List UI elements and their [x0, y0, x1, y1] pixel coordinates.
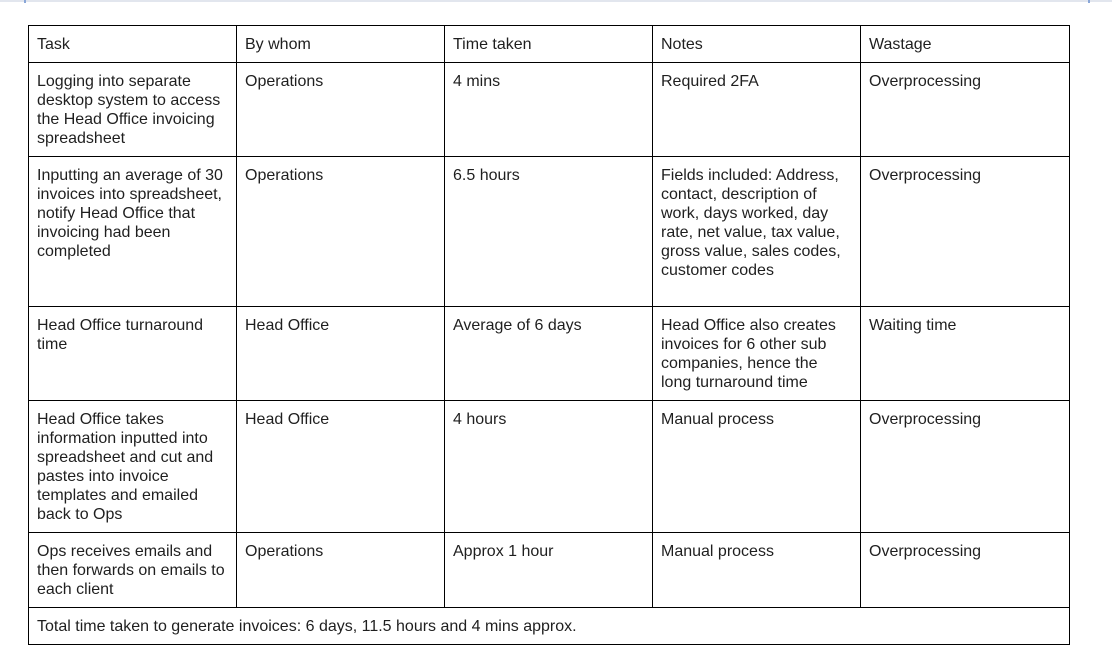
cell-wastage: Overprocessing	[861, 401, 1070, 533]
header-time-taken: Time taken	[445, 26, 653, 63]
wastage-table	[28, 25, 1070, 645]
table-row	[29, 157, 1070, 307]
header-by-whom: By whom	[237, 26, 445, 63]
cell-notes: Manual process	[653, 533, 861, 608]
cell-notes: Head Office also creates invoices for 6 other sub companies, hence the long turnaround time	[653, 307, 861, 401]
cell-task: Logging into separate desktop system to access the Head Office invoicing spreadsheet	[29, 63, 237, 157]
table-header-row	[29, 26, 1070, 63]
cell-task: Head Office turnaround time	[29, 307, 237, 401]
cell-time-taken: 4 hours	[445, 401, 653, 533]
cell-notes: Required 2FA	[653, 63, 861, 157]
table-row	[29, 533, 1070, 608]
top-rule	[0, 0, 1112, 2]
table-row	[29, 307, 1070, 401]
cell-by-whom: Operations	[237, 63, 445, 157]
cell-time-taken: Approx 1 hour	[445, 533, 653, 608]
cell-time-taken: 6.5 hours	[445, 157, 653, 307]
cell-by-whom: Head Office	[237, 401, 445, 533]
cell-notes: Manual process	[653, 401, 861, 533]
cell-by-whom: Operations	[237, 533, 445, 608]
cell-wastage: Waiting time	[861, 307, 1070, 401]
cell-wastage: Overprocessing	[861, 533, 1070, 608]
cell-time-taken: 4 mins	[445, 63, 653, 157]
header-notes: Notes	[653, 26, 861, 63]
header-task: Task	[29, 26, 237, 63]
cell-by-whom: Operations	[237, 157, 445, 307]
table-row	[29, 63, 1070, 157]
cell-task: Head Office takes information inputted into spreadsheet and cut and pastes into invoice templates and emailed back to Ops	[29, 401, 237, 533]
cell-task: Inputting an average of 30 invoices into spreadsheet, notify Head Office that invoicing had been completed	[29, 157, 237, 307]
cell-notes: Fields included: Address, contact, description of work, days worked, day rate, net value, tax value, gross value, sales codes, customer codes	[653, 157, 861, 307]
table-row	[29, 401, 1070, 533]
cell-task: Ops receives emails and then forwards on emails to each client	[29, 533, 237, 608]
cell-time-taken: Average of 6 days	[445, 307, 653, 401]
cell-by-whom: Head Office	[237, 307, 445, 401]
cell-wastage: Overprocessing	[861, 63, 1070, 157]
total-row	[29, 608, 1070, 645]
header-wastage: Wastage	[861, 26, 1070, 63]
cell-wastage: Overprocessing	[861, 157, 1070, 307]
total-time-text: Total time taken to generate invoices: 6 days, 11.5 hours and 4 mins approx.	[29, 608, 1070, 645]
